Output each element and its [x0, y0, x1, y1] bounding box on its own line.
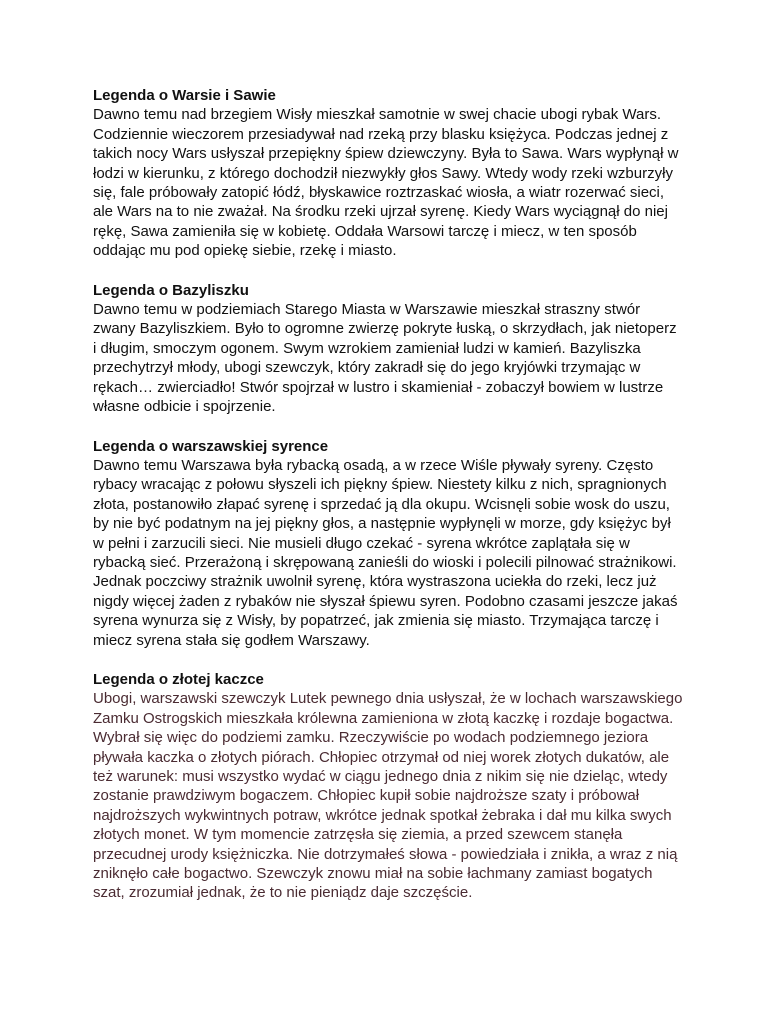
section-body: Dawno temu w podziemiach Starego Miasta w Warszawie mieszkał straszny stwór zwany Bazyliszkiem. Było to ogromne zwierzę pokryte łuską, o skrzydłach, jak nietoperz i długim, smoczym ogonem. Swym wzrokiem zamieniał ludzi w kamień. Bazyliszka przechytrzył młody, ubogi szewczyk, który zakradł się do jego kryjówki trzymając w rękach… zwierciadło! Stwór spojrzał w lustro i skamieniał - zobaczył bowiem w lustrze własne odbicie i spojrzenie. — [93, 301, 677, 416]
section-body: Dawno temu nad brzegiem Wisły mieszkał samotnie w swej chacie ubogi rybak Wars. Codziennie wieczorem przesiadywał nad rzeką przy blasku księżyca. Podczas jednej z takich nocy Wars usłyszał przepiękny śpiew dziewczyny. Była to Sawa. Wars wypłynął w łodzi w kierunku, z którego dochodził niezwykły głos Sawy. Wtedy wody rzeki wzburzyły się, fale próbowały zatopić łódź, błyskawice roztrzaskać wiosła, a wiatr rozerwać sieci, ale Wars na to nie zważał. Na środku rzeki ujrzał syrenę. Kiedy Wars wyciągnął do niej rękę, Sawa zamieniła się w kobietę. Oddała Warsowi tarczę i miecz, w ten sposób oddając mu pod opiekę siebie, rzekę i miasto. — [93, 106, 679, 260]
section-title: Legenda o Warsie i Sawie — [93, 87, 276, 104]
section-body: Ubogi, warszawski szewczyk Lutek pewnego dnia usłyszał, że w lochach warszawskiego Zamku Ostrogskich mieszkała królewna zamieniona w złotą kaczkę i rozdaje bogactwa. Wybrał się więc do podziemi zamku. Rzeczywiście po wodach podziemnego jeziora pływała kaczka o złotych piórach. Chłopiec otrzymał od niej worek złotych dukatów, ale też warunek: musi wszystko wydać w ciągu jednego dnia z nikim się nie dzieląc, wtedy zostanie prawdziwym bogaczem. Chłopiec kupił sobie najdroższe szaty i próbował najdroższych wykwintnych potraw, wkrótce jednak spotkał żebraka i dał mu kilka swych złotych monet. W tym momencie zatrzęsła się ziemia, a przed szewcem stanęła przecudnej urody księżniczka. Nie dotrzymałeś słowa - powiedziała i znikła, a wraz z nią zniknęło całe bogactwo. Szewczyk znowu miał na sobie łachmany zamiast bogatych szat, zrozumiał jednak, że to nie pieniądz daje szczęście. — [93, 690, 683, 902]
legend-syrenka-section — [93, 437, 683, 650]
section-title: Legenda o złotej kaczce — [93, 670, 264, 688]
legend-wars-sawa-section — [93, 86, 683, 261]
section-title: Legenda o warszawskiej syrence — [93, 437, 329, 455]
section-body: Dawno temu Warszawa była rybacką osadą, a w rzece Wiśle pływały syreny. Często rybacy wracając z połowu słyszeli ich piękny śpiew. Niestety kilku z nich, spragnionych złota, postanowiło złapać syrenę i sprzedać ją dla okupu. Wcisnęli sobie wosk do uszu, by nie być podatnym na jej piękny głos, a następnie wypłynęli w morze, gdy księżyc był w pełni i zarzucili sieci. Nie musieli długo czekać - syrena wkrótce zaplątała się w rybacką sieć. Przerażoną i skrępowaną zanieśli do wioski i polecili pilnować strażnikowi. Jednak poczciwy strażnik uwolnił syrenę, która wystraszona uciekła do rzeki, lecz już nigdy więcej żaden z rybaków nie słyszał śpiewu syren. Podobno czasami jeszcze jakaś syrena wynurza się z Wisły, by popatrzeć, jak zmienia się miasto. Trzymająca tarczę i miecz syrena stała się godłem Warszawy. — [93, 456, 678, 649]
legend-bazyliszek-section — [93, 281, 683, 417]
section-title: Legenda o Bazyliszku — [93, 281, 249, 299]
document-page — [93, 86, 683, 923]
legend-zlota-kaczka-section — [93, 670, 683, 903]
